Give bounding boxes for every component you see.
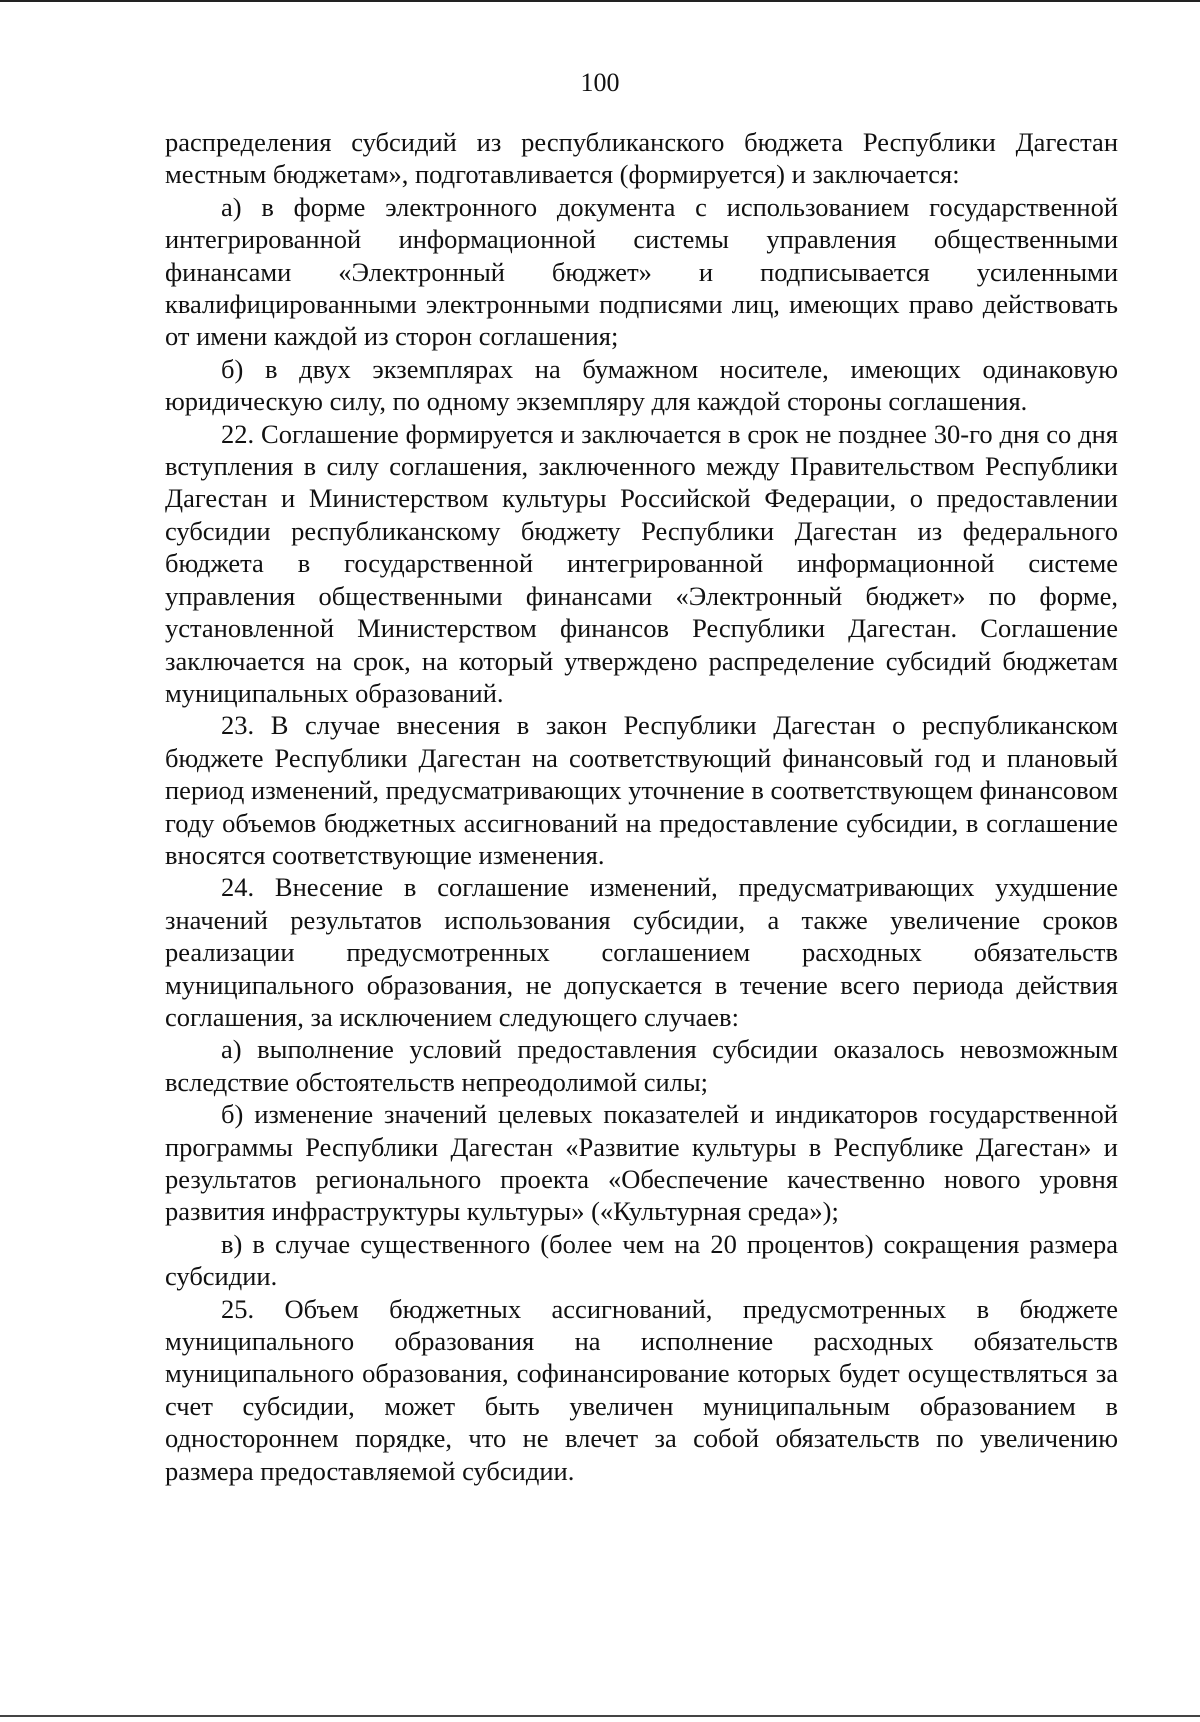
paragraph-clause-24-item-a: а) выполнение условий предоставления субсидии оказалось невозможным вследствие обстоятельств непреодолимой силы; (165, 1034, 1118, 1097)
paragraph-clause-24: 24. Внесение в соглашение изменений, предусматривающих ухудшение значений результатов использования субсидии, а также увеличение сроков реализации предусмотренных соглашением расходных обязательств муниципального образования, не допускается в течение всего периода действия соглашения, за исключением следующего случаев: (165, 872, 1118, 1032)
paragraph-clause-25: 25. Объем бюджетных ассигнований, предусмотренных в бюджете муниципального образования на исполнение расходных обязательств муниципального образования, софинансирование которых будет осуществляться за счет субсидии, может быть увеличен муниципальным образованием в одностороннем порядке, что не влечет за собой обязательств по увеличению размера предоставляемой субсидии. (165, 1293, 1118, 1486)
document-body (165, 126, 1118, 1487)
paragraph-clause-24-item-b: б) изменение значений целевых показателей и индикаторов государственной программы Республики Дагестан «Развитие культуры в Республике Дагестан» и результатов регионального проекта «Обеспечение качественно нового уровня развития инфраструктуры культуры» («Культурная среда»); (165, 1099, 1118, 1227)
scan-bottom-border (0, 1715, 1200, 1717)
paragraph-clause-24-item-c: в) в случае существенного (более чем на 20 процентов) сокращения размера субсидии. (165, 1228, 1118, 1292)
paragraph-clause-23: 23. В случае внесения в закон Республики Дагестан о республиканском бюджете Республики Дагестан на соответствующий финансовый год и плановый период изменений, предусматривающих уточнение в соответствующем финансовом году объемов бюджетных ассигнований на предоставление субсидии, в соглашение вносятся соответствующие изменения. (165, 710, 1118, 870)
scan-top-border (0, 0, 1200, 2)
page-number: 100 (580, 68, 620, 97)
paragraph-clause-22: 22. Соглашение формируется и заключается в срок не позднее 30-го дня со дня вступления в силу соглашения, заключенного между Правительством Республики Дагестан и Министерством культуры Российской Федерации, о предоставлении субсидии республиканскому бюджету Республики Дагестан из федерального бюджета в государственной интегрированной информационной системе управления общественными финансами «Электронный бюджет» по форме, установленной Министерством финансов Республики Дагестан. Соглашение заключается на срок, на который утверждено распределение субсидий бюджетам муниципальных образований. (165, 418, 1118, 708)
paragraph-continuation: распределения субсидий из республиканского бюджета Республики Дагестан местным бюджетам», подготавливается (формируется) и заключается: (165, 127, 1118, 190)
paragraph-item-a-electronic: а) в форме электронного документа с использованием государственной интегрированной информационной системы управления общественными финансами «Электронный бюджет» и подписывается усиленными квалифицированными электронными подписями лиц, имеющих право действовать от имени каждой из сторон соглашения; (165, 191, 1118, 352)
paragraph-item-b-paper: б) в двух экземплярах на бумажном носителе, имеющих одинаковую юридическую силу, по одному экземпляру для каждой стороны соглашения. (165, 353, 1118, 417)
